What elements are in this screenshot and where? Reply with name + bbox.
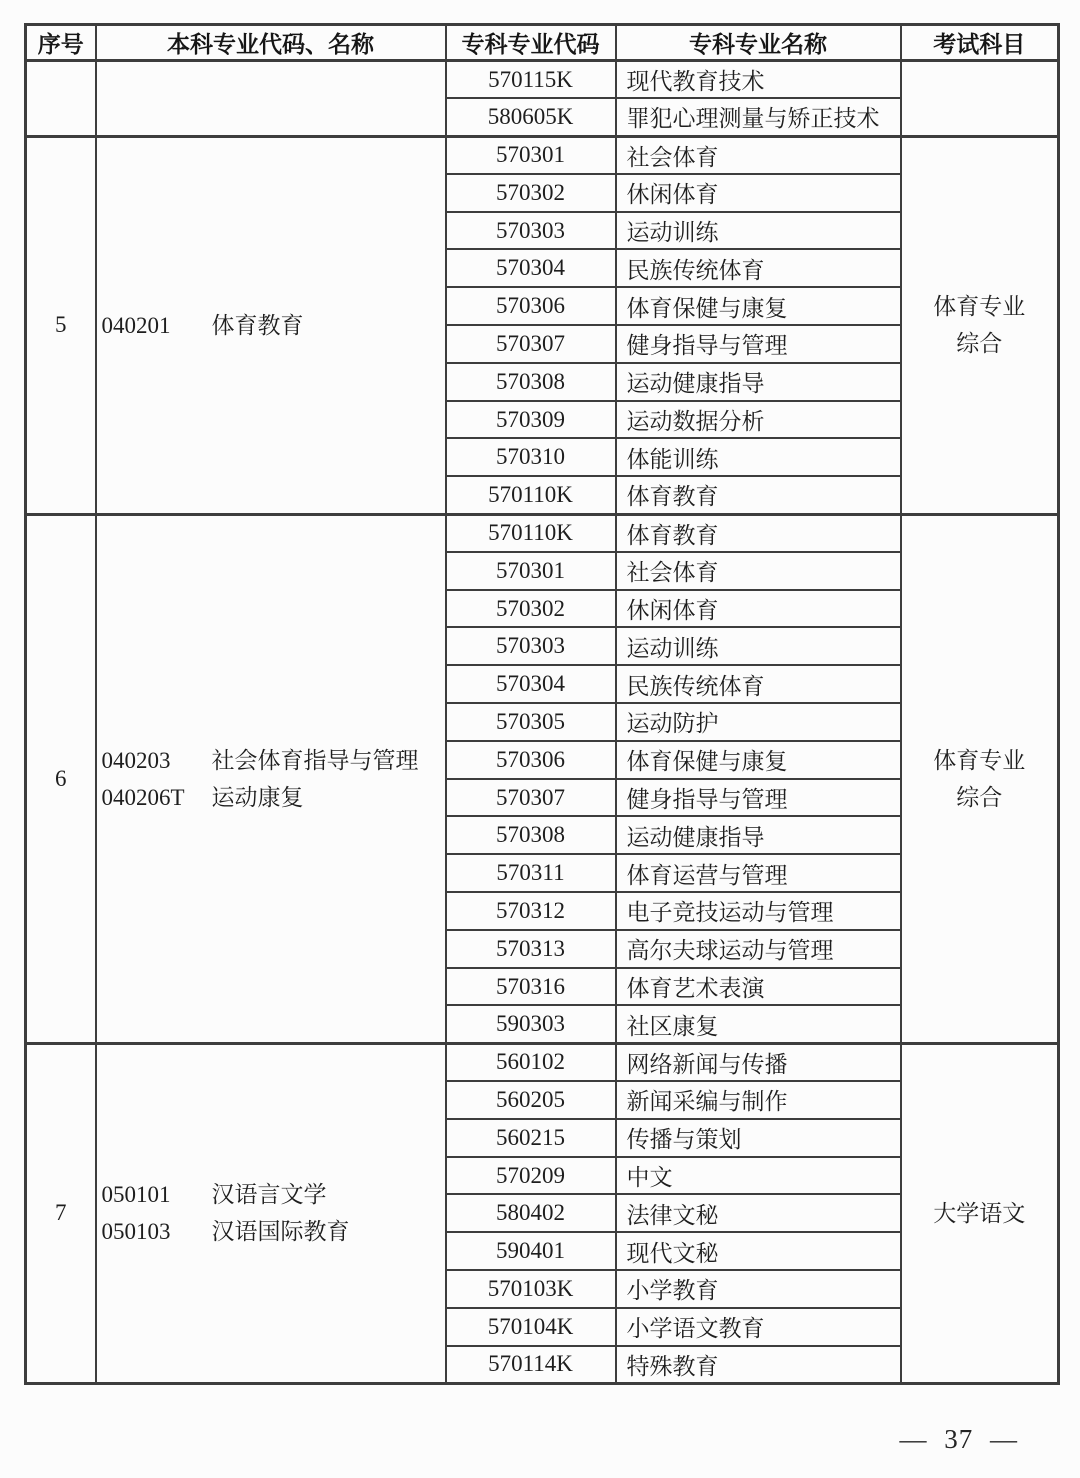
college-code-cell: 590303: [446, 1005, 616, 1043]
undergrad-major-cell: [96, 136, 446, 514]
college-code-cell: 570104K: [446, 1308, 616, 1346]
table-row: [26, 61, 1059, 99]
table-row: [26, 514, 1059, 552]
table-body: [26, 61, 1059, 1384]
seq-cell: 5: [26, 136, 96, 514]
undergrad-major-cell: [96, 514, 446, 1043]
college-name-cell: 健身指导与管理: [616, 779, 901, 817]
exam-subject-cell: [901, 136, 1059, 514]
college-code-cell: 580402: [446, 1194, 616, 1232]
undergrad-major-line: [102, 1176, 445, 1213]
undergrad-code: 050103: [101, 1219, 171, 1245]
college-name-cell: 体育艺术表演: [616, 968, 901, 1006]
college-code-cell: 570313: [446, 930, 616, 968]
college-code-cell: 580605K: [446, 98, 616, 136]
college-code-cell: 570306: [446, 287, 616, 325]
college-code-cell: 570303: [446, 212, 616, 250]
header-row: [26, 25, 1059, 61]
college-name-cell: 运动训练: [616, 212, 901, 250]
college-code-cell: 570312: [446, 892, 616, 930]
exam-subject-cell: [901, 1043, 1059, 1383]
college-name-cell: 运动防护: [616, 703, 901, 741]
college-name-cell: 小学教育: [616, 1270, 901, 1308]
college-name-cell: 现代文秘: [616, 1232, 901, 1270]
undergrad-major-line: [102, 1213, 445, 1250]
undergrad-code: 050101: [101, 1182, 171, 1208]
table-row: [26, 1043, 1059, 1081]
college-code-cell: 570306: [446, 741, 616, 779]
college-code-cell: 570307: [446, 325, 616, 363]
column-header-college-name: 专科专业名称: [616, 25, 901, 61]
college-name-cell: 特殊教育: [616, 1346, 901, 1384]
college-name-cell: 中文: [616, 1157, 901, 1195]
college-code-cell: 570304: [446, 665, 616, 703]
college-name-cell: 休闲体育: [616, 590, 901, 628]
undergrad-name: 汉语言文学: [211, 1182, 327, 1208]
college-code-cell: 570110K: [446, 476, 616, 514]
college-code-cell: 570302: [446, 590, 616, 628]
page-number: — 37 —: [899, 1424, 1018, 1454]
college-code-cell: 570303: [446, 627, 616, 665]
exam-subject-line: 综合: [956, 784, 1003, 810]
undergrad-major-line: [102, 307, 445, 344]
college-name-cell: 体育运营与管理: [616, 854, 901, 892]
college-code-cell: 560102: [446, 1043, 616, 1081]
table-header: [26, 25, 1059, 61]
college-name-cell: 运动健康指导: [616, 816, 901, 854]
college-code-cell: 570115K: [446, 61, 616, 99]
seq-cell: 7: [26, 1043, 96, 1383]
college-name-cell: 运动训练: [616, 627, 901, 665]
exam-subject-line: 综合: [956, 331, 1003, 357]
exam-subject-line: 体育专业: [933, 747, 1026, 773]
exam-subject-line: 大学语文: [933, 1200, 1026, 1226]
college-name-cell: 法律文秘: [616, 1194, 901, 1232]
exam-subject-cell: [901, 514, 1059, 1043]
college-name-cell: 现代教育技术: [616, 61, 901, 99]
table-row: [26, 136, 1059, 174]
college-name-cell: 电子竞技运动与管理: [616, 892, 901, 930]
seq-cell: [26, 61, 96, 137]
college-code-cell: 590401: [446, 1232, 616, 1270]
undergrad-name: 运动康复: [211, 784, 304, 810]
college-name-cell: 休闲体育: [616, 174, 901, 212]
undergrad-name: 体育教育: [211, 312, 304, 338]
undergrad-major-line: [102, 742, 445, 779]
majors-table: [24, 23, 1060, 1385]
college-name-cell: 社会体育: [616, 136, 901, 174]
college-name-cell: 传播与策划: [616, 1119, 901, 1157]
column-header-undergrad: 本科专业代码、名称: [96, 25, 446, 61]
college-code-cell: 570302: [446, 174, 616, 212]
college-name-cell: 体育保健与康复: [616, 741, 901, 779]
college-name-cell: 健身指导与管理: [616, 325, 901, 363]
college-code-cell: 560205: [446, 1081, 616, 1119]
college-name-cell: 运动健康指导: [616, 363, 901, 401]
college-code-cell: 570110K: [446, 514, 616, 552]
college-code-cell: 570311: [446, 854, 616, 892]
seq-cell: 6: [26, 514, 96, 1043]
college-name-cell: 体育教育: [616, 514, 901, 552]
undergrad-code: 040206T: [101, 784, 185, 810]
college-code-cell: 570307: [446, 779, 616, 817]
undergrad-major-line: [102, 779, 445, 816]
college-name-cell: 社区康复: [616, 1005, 901, 1043]
undergrad-code: 040201: [101, 312, 171, 338]
column-header-seq: 序号: [26, 25, 96, 61]
college-name-cell: 民族传统体育: [616, 665, 901, 703]
college-code-cell: 570316: [446, 968, 616, 1006]
college-name-cell: 社会体育: [616, 552, 901, 590]
exam-subject-line: 体育专业: [933, 294, 1026, 320]
college-code-cell: 570103K: [446, 1270, 616, 1308]
college-name-cell: 网络新闻与传播: [616, 1043, 901, 1081]
college-name-cell: 体育保健与康复: [616, 287, 901, 325]
column-header-exam: 考试科目: [901, 25, 1059, 61]
college-name-cell: 罪犯心理测量与矫正技术: [616, 98, 901, 136]
undergrad-major-cell: [96, 61, 446, 137]
college-code-cell: 570308: [446, 363, 616, 401]
undergrad-major-cell: [96, 1043, 446, 1383]
column-header-college-code: 专科专业代码: [446, 25, 616, 61]
exam-subject-cell: [901, 61, 1059, 137]
undergrad-name: 汉语国际教育: [211, 1219, 350, 1245]
college-name-cell: 高尔夫球运动与管理: [616, 930, 901, 968]
college-code-cell: 570305: [446, 703, 616, 741]
undergrad-code: 040203: [101, 747, 171, 773]
college-code-cell: 570114K: [446, 1346, 616, 1384]
college-code-cell: 570301: [446, 136, 616, 174]
college-name-cell: 体育教育: [616, 476, 901, 514]
college-code-cell: 570310: [446, 438, 616, 476]
college-code-cell: 570209: [446, 1157, 616, 1195]
college-code-cell: 570301: [446, 552, 616, 590]
college-code-cell: 570308: [446, 816, 616, 854]
college-name-cell: 民族传统体育: [616, 249, 901, 287]
college-code-cell: 560215: [446, 1119, 616, 1157]
college-name-cell: 小学语文教育: [616, 1308, 901, 1346]
undergrad-name: 社会体育指导与管理: [211, 747, 419, 773]
college-name-cell: 新闻采编与制作: [616, 1081, 901, 1119]
college-name-cell: 体能训练: [616, 438, 901, 476]
college-name-cell: 运动数据分析: [616, 401, 901, 439]
college-code-cell: 570304: [446, 249, 616, 287]
college-code-cell: 570309: [446, 401, 616, 439]
